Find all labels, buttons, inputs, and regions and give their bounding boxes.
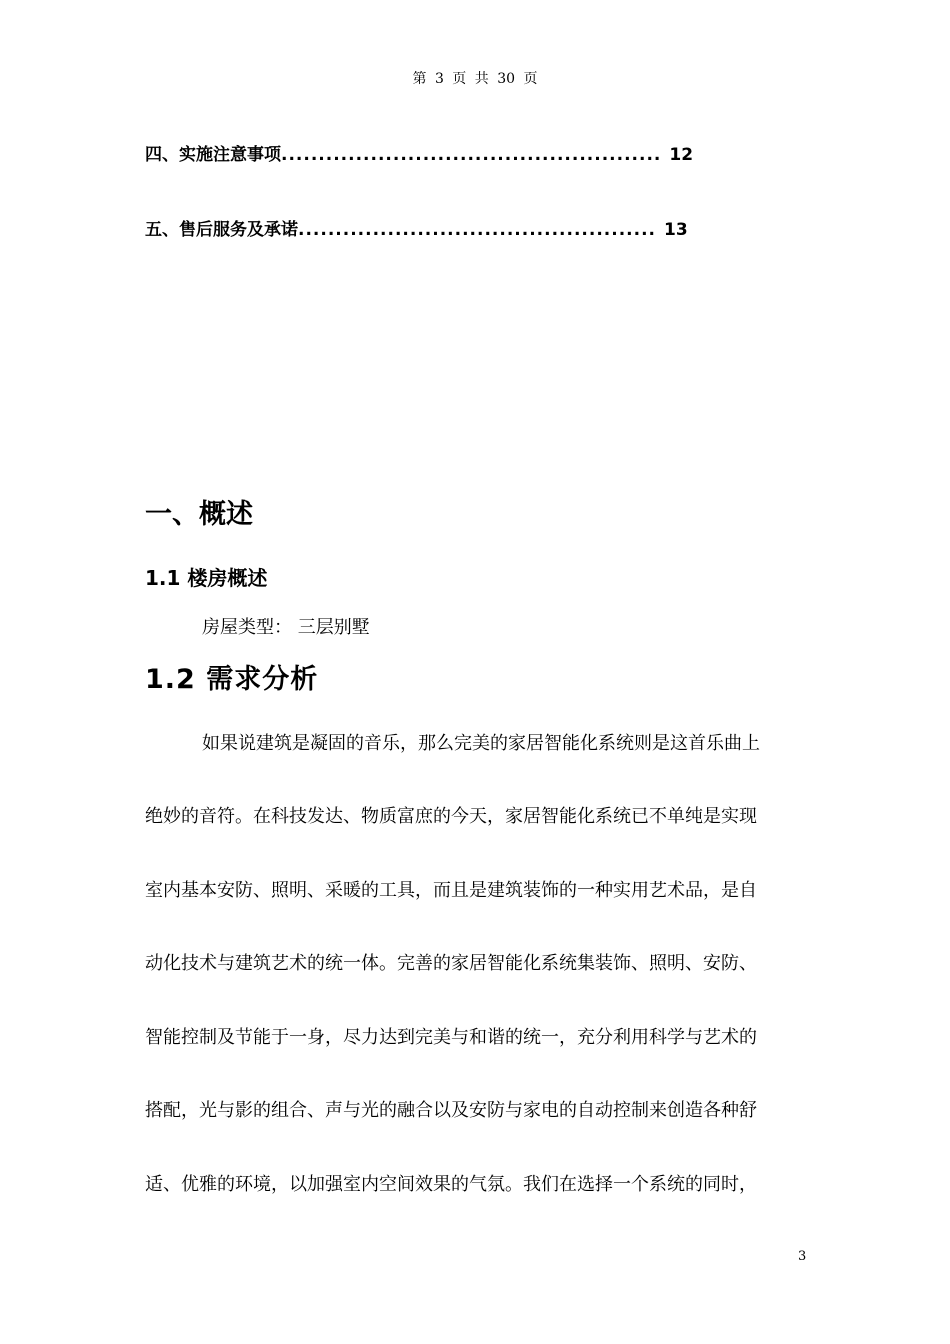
section-heading-overview: 一、概述 bbox=[145, 499, 253, 530]
page-header: 第 3 页 共 30 页 bbox=[412, 71, 538, 87]
house-type-text: 房屋类型： 三层别墅 bbox=[202, 617, 370, 638]
toc-entry-dots: ................................................ bbox=[298, 220, 656, 240]
toc-entry-title: 四、实施注意事项 bbox=[145, 145, 281, 165]
toc-entry-after-sales[interactable] bbox=[145, 215, 688, 240]
paragraph-line: 室内基本安防、照明、采暖的工具，而且是建筑装饰的一种实用艺术品，是自 bbox=[145, 880, 757, 901]
toc-entry-title: 五、售后服务及承诺 bbox=[145, 220, 298, 240]
toc-entry-implementation-notes[interactable] bbox=[145, 140, 693, 165]
paragraph-line: 搭配，光与影的组合、声与光的融合以及安防与家电的自动控制来创造各种舒 bbox=[145, 1100, 757, 1121]
paragraph-line: 如果说建筑是凝固的音乐，那么完美的家居智能化系统则是这首乐曲上 bbox=[202, 733, 760, 754]
subsection-heading-requirements: 1.2 需求分析 bbox=[145, 664, 319, 695]
paragraph-line: 绝妙的音符。在科技发达、物质富庶的今天，家居智能化系统已不单纯是实现 bbox=[145, 806, 757, 827]
page-number: 3 bbox=[798, 1249, 807, 1264]
toc-entry-page: 13 bbox=[663, 220, 688, 240]
paragraph-line: 适、优雅的环境，以加强室内空间效果的气氛。我们在选择一个系统的同时， bbox=[145, 1174, 757, 1195]
paragraph-line: 动化技术与建筑艺术的统一体。完善的家居智能化系统集装饰、照明、安防、 bbox=[145, 953, 757, 974]
toc-entry-dots: ................................................... bbox=[281, 145, 662, 165]
toc-entry-page: 12 bbox=[669, 145, 694, 165]
subsection-heading-building-overview: 1.1 楼房概述 bbox=[145, 566, 268, 590]
paragraph-line: 智能控制及节能于一身，尽力达到完美与和谐的统一，充分利用科学与艺术的 bbox=[145, 1027, 757, 1048]
